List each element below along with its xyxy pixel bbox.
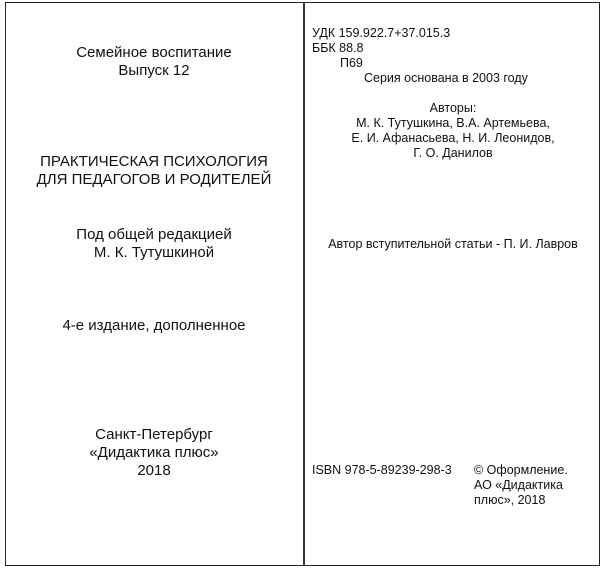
author-mark: П69 <box>340 56 363 70</box>
series-name: Семейное воспитание <box>76 44 232 61</box>
isbn: ISBN 978-5-89239-298-3 <box>312 463 452 477</box>
authors-line2: Е. И. Афанасьева, Н. И. Леонидов, <box>351 131 555 145</box>
city: Санкт-Петербург <box>95 426 213 443</box>
issue-number: Выпуск 12 <box>118 62 190 79</box>
edition-info: 4-е издание, дополненное <box>62 317 246 334</box>
imprint-block <box>6 426 302 480</box>
authors-block <box>306 101 600 161</box>
udk-code: УДК 159.922.7+37.015.3 <box>312 26 451 40</box>
copyright-line3: плюс», 2018 <box>474 493 546 507</box>
editor-name: М. К. Тутушкиной <box>93 244 215 261</box>
book-title <box>6 153 302 189</box>
book-title-line1: ПРАКТИЧЕСКАЯ ПСИХОЛОГИЯ <box>40 153 268 170</box>
bbk-code: ББК 88.8 <box>312 41 364 55</box>
year: 2018 <box>137 462 171 479</box>
publisher: «Дидактика плюс» <box>89 444 219 461</box>
copyright-block <box>474 463 594 508</box>
copyright-line1: © Оформление. <box>474 463 568 477</box>
right-page <box>306 0 600 566</box>
authors-line3: Г. О. Данилов <box>413 146 493 160</box>
book-title-line2: ДЛЯ ПЕДАГОГОВ И РОДИТЕЛЕЙ <box>36 171 272 188</box>
page-divider <box>303 2 305 566</box>
editor-label: Под общей редакцией <box>76 226 232 243</box>
series-founded: Серия основана в 2003 году <box>364 71 528 85</box>
copyright-line2: АО «Дидактика <box>474 478 563 492</box>
editor-block <box>6 226 302 262</box>
left-page <box>6 0 302 566</box>
series-block <box>6 44 302 80</box>
authors-label: Авторы: <box>429 101 477 115</box>
intro-author: Автор вступительной статьи - П. И. Лавров <box>328 237 578 251</box>
authors-line1: М. К. Тутушкина, В.А. Артемьева, <box>356 116 550 130</box>
